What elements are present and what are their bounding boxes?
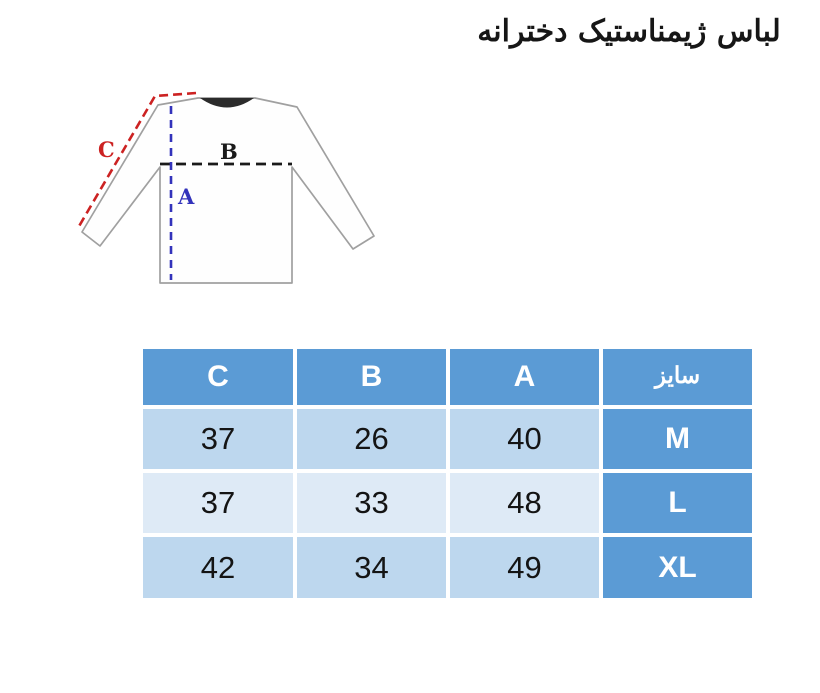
table-cell-c-l: 37 (143, 473, 293, 533)
table-cell-b-m: 26 (297, 409, 446, 469)
table-cell-size-xl: XL (603, 537, 752, 598)
table-cell-b-l: 33 (297, 473, 446, 533)
shirt-outline (82, 98, 374, 283)
shirt-measurement-diagram (50, 70, 410, 305)
header-cell-a: A (450, 349, 599, 405)
label-body-length: A (178, 184, 195, 209)
page-title: لباس ژیمناستیک دخترانه (477, 14, 781, 49)
table-cell-a-xl: 49 (450, 537, 599, 598)
table-cell-a-l: 48 (450, 473, 599, 533)
table-cell-b-xl: 34 (297, 537, 446, 598)
label-sleeve-length: C (98, 137, 115, 162)
table-cell-a-m: 40 (450, 409, 599, 469)
table-cell-c-xl: 42 (143, 537, 293, 598)
size-table (143, 349, 752, 598)
header-cell-c: C (143, 349, 293, 405)
label-chest-width: B (220, 139, 238, 164)
table-cell-c-m: 37 (143, 409, 293, 469)
table-cell-size-l: L (603, 473, 752, 533)
table-cell-size-m: M (603, 409, 752, 469)
header-cell-size: سایز (603, 349, 752, 405)
header-cell-b: B (297, 349, 446, 405)
